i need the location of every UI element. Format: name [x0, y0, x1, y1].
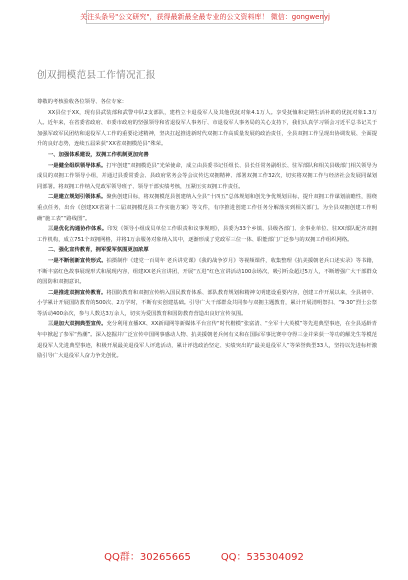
paragraph-lead: 一是健全组织领导体系。 [48, 162, 107, 169]
footer-qq-group: QQ群：30265665 [104, 552, 191, 563]
paragraph-text: 打牢创建“双拥模范县”光荣使命，成立由县委书记任组长、县长任常务副组长、驻军部队和相关县级部门相关领导为成员的双拥工作领导小组，并通过县委常委会、县政府常务会等会议传达双拥精神、部署双拥工作32次，切实将双拥工作与经济社会发展同谋划同部署。将双拥工作纳入党政军领导班子、领导干部实绩考核，压紧压实双拥工作责任。 [37, 162, 377, 190]
banner-text: 关注头条号"公文研究"，获得最新最全最专业的公文资料库！ 微信：gongwenyj [80, 12, 330, 21]
document-title: 创双拥模范县工作情况汇报 [37, 70, 156, 81]
paragraph-lead: 三是优化沟通协作体系。 [48, 226, 108, 233]
paragraph-2-3 [37, 319, 377, 361]
section-heading-2: 二、强化宣传教育，拥军爱军氛围更加浓厚 [48, 247, 149, 254]
paragraph-1-2 [37, 192, 377, 224]
paragraph-text: 印发《领导小组成员单位工作职责和议事规则》，县委为33个乡镇、县级各部门、企事业单位、驻XX部队配齐双拥工作机构，成立751个双拥网格，并将1万余服务对象纳入其中，逐渐形成了党政军三位一体、职能部门广泛参与的双拥工作组织网络。 [37, 226, 377, 243]
document-body [37, 97, 377, 362]
footer-qq: QQ：535304092 [220, 552, 304, 563]
header-banner [80, 10, 330, 24]
paragraph-text: 拍摄制作《建党一百周年 老兵讲党课》《我的战争岁月》等视频课件，收集整理《抗美援朝老兵口述实录》等书籍，不断丰富红色故事展现形式和展现内容，组建XX老兵宣讲团，开展“五进”红色宣讲活动100余场次，吸引听众超过5万人，不断增强广大干部群众的国防和双拥意识。 [37, 257, 377, 286]
paragraph-text: 聚焦创建目标，将双拥模范县创建纳入全县“十四五”总体规划和创先争优规划目标，提升双拥工作谋划前瞻性，围绕重点任务，出台《创建XX省第十二届双拥模范县工作实施方案》等文件，有序推进创建工作任务分解落实到相关部门。为全县双拥创建工作明确“施工表”“路线图”。 [37, 194, 377, 222]
paragraph-1-1 [37, 161, 377, 193]
intro-paragraph: XX县位于XX，现有县武装部和武警中队2支部队，建档立卡退役军人及其他优抚对象4.1万人。享受抚恤和定期生活补助的优抚对象1.3万人。近年来，在省委省政府、市委市政府的坚强领导和省退役军人事务厅、市退役军人事务局的关心支持下，我们认真学习领会习近平总书记关于加强军政军民团结和退役军人工作的重要论述精神，坚决扛起推进新时代双拥工作高质量发展的政治责任，全县双拥工作呈现出协调发展、全面提升的良好态势，连续五届荣获“XX省双拥模范县”殊荣。 [37, 109, 377, 148]
paragraph-text: 将国防教育和双拥宣传纳入国民教育体系、部队教育规划和精神文明建设重要内容，创建工作开展以来，全县初中、小学累计开展国防教育的500次、2万学时，不断有实创建基础。引导广大干部群众共同参与双拥主题教育，累计开展清明祭扫、“9·30”烈士公祭等活动400余次，参与人数达3万余人，切实为爱国教育和国防教育营造出良好宣传氛围。 [37, 289, 377, 317]
paragraph-2-2 [37, 288, 377, 320]
paragraph-1-3 [37, 224, 377, 245]
paragraph-lead: 一是不断创新宣传形式。 [48, 257, 107, 264]
paragraph-lead: 三是加大双拥典型宣传。 [48, 321, 107, 328]
section-heading-1: 一、加强体系建设，双拥工作机制更加完善 [48, 151, 149, 158]
greeting: 尊敬的考核验收各位领导、各位专家： [37, 99, 128, 105]
paragraph-text: 充分利用直播XX、XX新闻网等新媒体平台宣传“时代楷模”张富清、“全军十大英模”等先进典型事迹，在全县适龄青年中掀起了参军“热潮”。深入挖掘并广泛宣传中国网事感动人物、抗美援朝老兵何有义和在国际军事比赛中夺得三金并荣获一等功的解先生等模范退役军人先进典型事迹，积极开展最美退役军人评选活动，累计评选政治坚定、实绩突出的“最美退役军人”等荣誉典型33人，坚持以先进标杆激励引导广大退役军人奋力争先创优。 [37, 321, 377, 360]
paragraph-lead: 二是推进双拥宣传教育。 [48, 289, 107, 296]
paragraph-lead: 二是建立规划引领体系。 [48, 194, 107, 201]
paragraph-2-1 [37, 256, 377, 288]
footer-contact [0, 548, 408, 563]
